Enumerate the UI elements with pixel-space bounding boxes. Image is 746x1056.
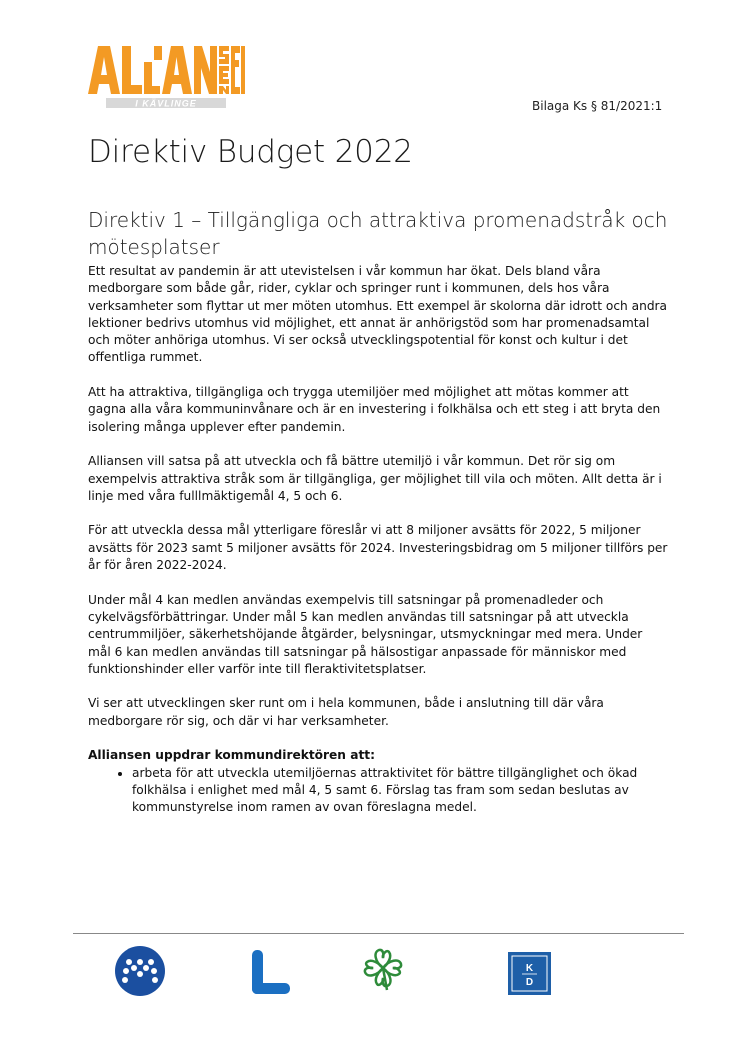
centerpartiet-logo	[361, 946, 405, 992]
kristdemokraterna-logo	[508, 952, 551, 995]
task-item: • arbeta för att utveckla utemiljöernas attraktivitet för bättre tillgänglighet och ökad folkhälsa i enlighet med mål 4, 5 samt 6. Förslag tas fram som sedan beslutas av kommunstyrelse inom ramen av ovan föreslagna medel.	[132, 765, 668, 817]
kd-icon	[508, 952, 551, 995]
footer-divider	[73, 933, 684, 934]
document-body	[88, 263, 668, 817]
attachment-reference: Bilaga Ks § 81/2021:1	[532, 99, 663, 113]
task-heading: Alliansen uppdrar kommundirektören att:	[88, 748, 375, 763]
task-list	[88, 765, 668, 817]
paragraph: Att ha attraktiva, tillgängliga och trygga utemiljöer med möjlighet att mötas kommer att gagna alla våra kommuninvånare och är en investering i folkhälsa och ett steg i att bryta den isolering många upplever efter pandemin.	[88, 385, 661, 434]
l-icon	[252, 950, 292, 995]
moderaterna-logo	[115, 946, 165, 996]
paragraph: Under mål 4 kan medlen användas exempelvis till satsningar på promenadleder och cykelvägsförbättringar. Under mål 5 kan medlen användas till satsningar på att utveckla centrummiljöer, säkerhetshöjande åtgärder, belysningar, utsmyckningar med mera. Under mål 6 kan medlen användas till satsningar på hälsostigar anpassade för människor med funktionshinder eller varför inte till fleraktivitetsplatser.	[88, 592, 643, 676]
paragraph: Ett resultat av pandemin är att utevistelsen i vår kommun har ökat. Dels bland våra medborgare som både går, rider, cyklar och springer runt i kommunen, dels hos våra verksamheter som flyttar ut mer möten utomhus. Ett exempel är skolorna där idrott och andra lektioner bedrivs utomhus vid möjlighet, ett annat är anhörigstöd som har promenadsamtal och möter anhöriga utomhus. Vi ser också utvecklingspotential för konst och kultur i det offentliga rummet.	[88, 264, 668, 365]
kd-letter-d: D	[525, 977, 534, 988]
logo-subtitle: I KÄVLINGE	[135, 98, 197, 109]
liberalerna-logo	[252, 950, 292, 995]
directive-heading: Direktiv 1 – Tillgängliga och attraktiva promenadstråk och mötesplatser	[88, 208, 668, 259]
clover-icon	[361, 946, 405, 992]
kd-letter-k: K	[525, 963, 534, 974]
document-title: Direktiv Budget 2022	[88, 134, 413, 170]
paragraph: Alliansen vill satsa på att utveckla och få bättre utemiljö i vår kommun. Det rör sig om exempelvis attraktiva stråk som är tillgängliga, ger möjlighet till vila och möten. Allt detta är i linje med våra fulllmäktigemål 4, 5 och 6.	[88, 454, 662, 503]
m-icon	[115, 946, 165, 996]
paragraph: Vi ser att utvecklingen sker runt om i hela kommunen, både i anslutning till där våra medborgare rör sig, och där vi har verksamheter.	[88, 696, 604, 728]
paragraph: För att utveckla dessa mål ytterligare föreslår vi att 8 miljoner avsätts för 2022, 5 miljoner avsätts för 2023 samt 5 miljoner avsätts för 2024. Investeringsbidrag om 5 miljoner tillförs per år för åren 2022-2024.	[88, 523, 668, 573]
alliansen-logo	[88, 42, 248, 112]
